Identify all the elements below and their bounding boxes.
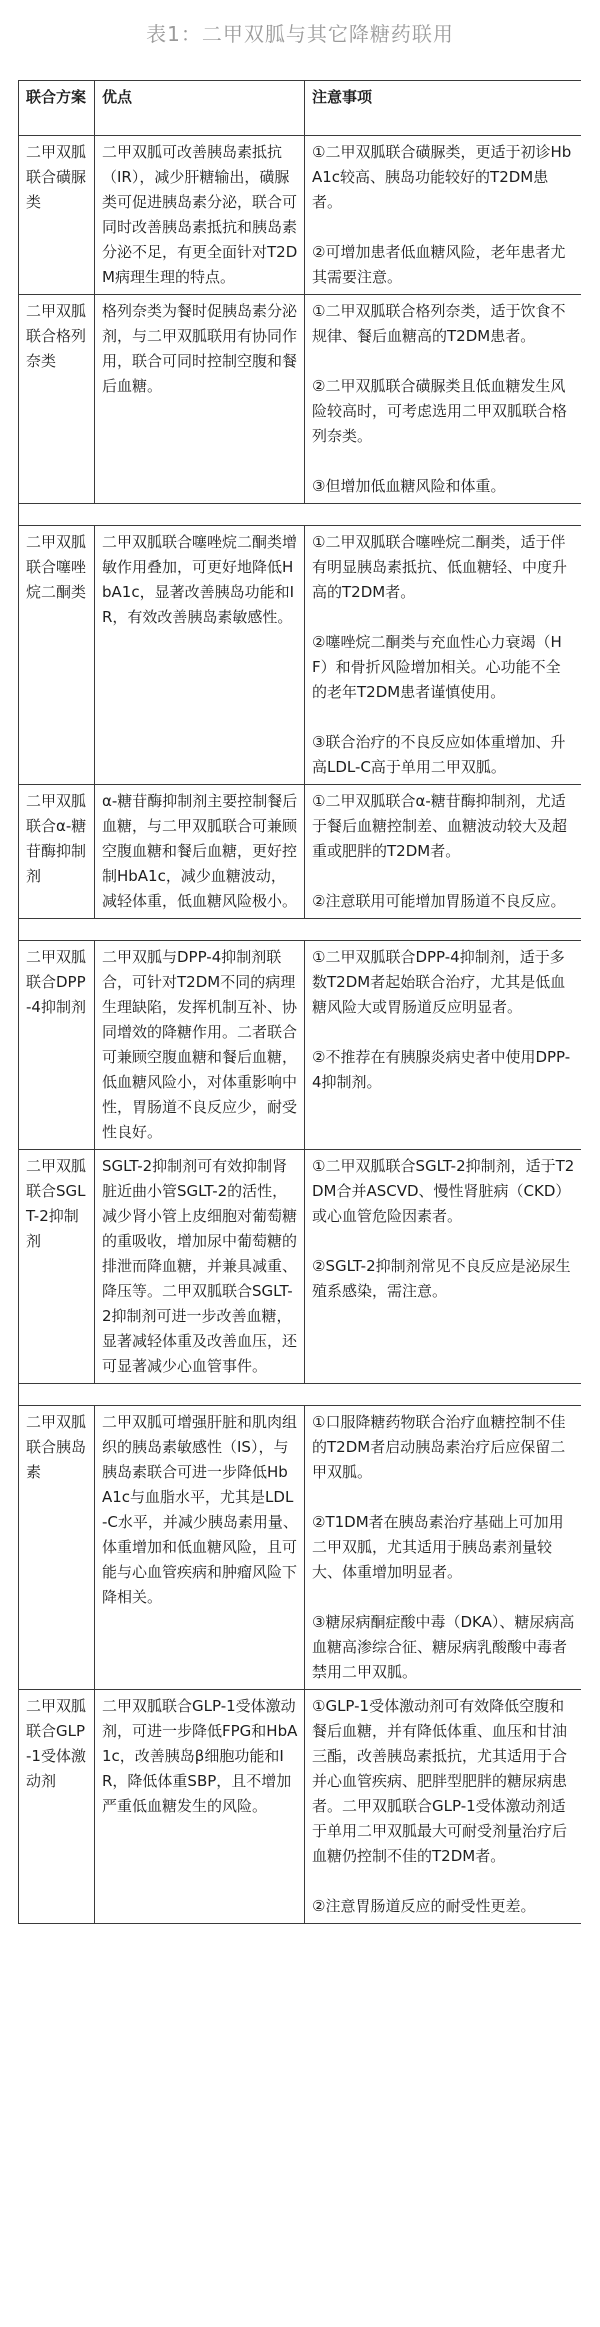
combination-table	[18, 80, 581, 1924]
note-item: ③联合治疗的不良反应如体重增加、升高LDL-C高于单用二甲双胍。	[312, 733, 566, 776]
advantage-cell: 二甲双胍可改善胰岛素抵抗（IR），减少肝糖输出，磺脲类可促进胰岛素分泌，联合可同时改善胰岛素抵抗和胰岛素分泌不足，有更全面针对T2DM病理生理的特点。	[95, 136, 305, 295]
header-notes: 注意事项	[305, 81, 582, 136]
note-item: ①二甲双胍联合磺脲类，更适于初诊HbA1c较高、胰岛功能较好的T2DM患者。	[312, 143, 572, 211]
scheme-cell: 二甲双胍联合噻唑烷二酮类	[19, 526, 95, 785]
notes-cell	[305, 941, 582, 1150]
table-row	[19, 526, 582, 785]
advantage-cell: SGLT-2抑制剂可有效抑制肾脏近曲小管SGLT-2的活性，减少肾小管上皮细胞对葡萄糖的重吸收，增加尿中葡萄糖的排泄而降血糖，并兼具减重、降压等。二甲双胍联合SGLT-2抑制剂可进一步改善血糖，显著减轻体重及改善血压，还可显著减少心血管事件。	[95, 1150, 305, 1384]
table-header-row	[19, 81, 582, 136]
advantage-cell: 格列奈类为餐时促胰岛素分泌剂，与二甲双胍联用有协同作用，联合可同时控制空腹和餐后血糖。	[95, 295, 305, 504]
header-advantage: 优点	[95, 81, 305, 136]
note-item: ②不推荐在有胰腺炎病史者中使用DPP-4抑制剂。	[312, 1048, 571, 1091]
table-row	[19, 941, 582, 1150]
note-item: ②注意胃肠道反应的耐受性更差。	[312, 1897, 536, 1915]
scheme-cell: 二甲双胍联合磺脲类	[19, 136, 95, 295]
note-item: ②二甲双胍联合磺脲类且低血糖发生风险较高时，可考虑选用二甲双胍联合格列奈类。	[312, 377, 568, 445]
notes-cell	[305, 1406, 582, 1690]
gap-cell	[19, 919, 582, 941]
table-row	[19, 1690, 582, 1924]
scheme-cell: 二甲双胍联合格列奈类	[19, 295, 95, 504]
note-item: ①口服降糖药物联合治疗血糖控制不佳的T2DM者启动胰岛素治疗后应保留二甲双胍。	[312, 1413, 566, 1481]
advantage-cell: 二甲双胍与DPP-4抑制剂联合，可针对T2DM不同的病理生理缺陷，发挥机制互补、协同增效的降糖作用。二者联合可兼顾空腹血糖和餐后血糖，低血糖风险小，对体重影响中性，胃肠道不良反应少，耐受性良好。	[95, 941, 305, 1150]
note-item: ③糖尿病酮症酸中毒（DKA）、糖尿病高血糖高渗综合征、糖尿病乳酸酸中毒者禁用二甲双胍。	[312, 1613, 575, 1681]
gap-cell	[19, 504, 582, 526]
note-item: ①二甲双胍联合α-糖苷酶抑制剂，尤适于餐后血糖控制差、血糖波动较大及超重或肥胖的T2DM者。	[312, 792, 568, 860]
note-item: ②噻唑烷二酮类与充血性心力衰竭（HF）和骨折风险增加相关。心功能不全的老年T2DM患者谨慎使用。	[312, 633, 562, 701]
note-item: ①二甲双胍联合格列奈类，适于饮食不规律、餐后血糖高的T2DM患者。	[312, 302, 566, 345]
note-item: ①GLP-1受体激动剂可有效降低空腹和餐后血糖，并有降低体重、血压和甘油三酯，改善胰岛素抵抗，尤其适用于合并心血管疾病、肥胖型肥胖的糖尿病患者。二甲双胍联合GLP-1受体激动剂适于单用二甲双胍最大可耐受剂量治疗后血糖仍控制不佳的T2DM者。	[312, 1697, 568, 1865]
note-item: ①二甲双胍联合SGLT-2抑制剂，适于T2DM合并ASCVD、慢性肾脏病（CKD）或心血管危险因素者。	[312, 1157, 575, 1225]
table-title: 表1：二甲双胍与其它降糖药联用	[146, 22, 454, 46]
note-item: ②SGLT-2抑制剂常见不良反应是泌尿生殖系感染，需注意。	[312, 1257, 571, 1300]
note-item: ①二甲双胍联合DPP-4抑制剂，适于多数T2DM者起始联合治疗，尤其是低血糖风险大或胃肠道反应明显者。	[312, 948, 566, 1016]
advantage-cell: 二甲双胍联合GLP-1受体激动剂，可进一步降低FPG和HbA1c，改善胰岛β细胞功能和IR，降低体重SBP，且不增加严重低血糖发生的风险。	[95, 1690, 305, 1924]
gap-cell	[19, 1384, 582, 1406]
header-scheme: 联合方案	[19, 81, 95, 136]
note-item: ③但增加低血糖风险和体重。	[312, 477, 506, 495]
note-item: ②可增加患者低血糖风险，老年患者尤其需要注意。	[312, 243, 566, 286]
scheme-cell: 二甲双胍联合α-糖苷酶抑制剂	[19, 785, 95, 919]
scheme-cell: 二甲双胍联合SGLT-2抑制剂	[19, 1150, 95, 1384]
note-item: ②T1DM者在胰岛素治疗基础上可加用二甲双胍，尤其适用于胰岛素剂量较大、体重增加明显者。	[312, 1513, 564, 1581]
advantage-cell: α-糖苷酶抑制剂主要控制餐后血糖，与二甲双胍联合可兼顾空腹血糖和餐后血糖，更好控制HbA1c，减少血糖波动，减轻体重，低血糖风险极小。	[95, 785, 305, 919]
table-row	[19, 295, 582, 504]
note-item: ①二甲双胍联合噻唑烷二酮类，适于伴有明显胰岛素抵抗、低血糖轻、中度升高的T2DM者。	[312, 533, 568, 601]
notes-cell	[305, 1690, 582, 1924]
scheme-cell: 二甲双胍联合胰岛素	[19, 1406, 95, 1690]
advantage-cell: 二甲双胍联合噻唑烷二酮类增敏作用叠加，可更好地降低HbA1c，显著改善胰岛功能和IR，有效改善胰岛素敏感性。	[95, 526, 305, 785]
row-gap	[19, 919, 582, 941]
table-row	[19, 785, 582, 919]
table-frame	[18, 80, 581, 1924]
row-gap	[19, 1384, 582, 1406]
scheme-cell: 二甲双胍联合GLP-1受体激动剂	[19, 1690, 95, 1924]
notes-cell	[305, 136, 582, 295]
note-item: ②注意联用可能增加胃肠道不良反应。	[312, 892, 566, 910]
notes-cell	[305, 785, 582, 919]
scheme-cell: 二甲双胍联合DPP-4抑制剂	[19, 941, 95, 1150]
advantage-cell: 二甲双胍可增强肝脏和肌肉组织的胰岛素敏感性（IS），与胰岛素联合可进一步降低HbA1c与血脂水平，尤其是LDL-C水平，并减少胰岛素用量、体重增加和低血糖风险，且可能与心血管疾病和肿瘤风险下降相关。	[95, 1406, 305, 1690]
notes-cell	[305, 1150, 582, 1384]
notes-cell	[305, 295, 582, 504]
table-row	[19, 1406, 582, 1690]
notes-cell	[305, 526, 582, 785]
table-row	[19, 1150, 582, 1384]
row-gap	[19, 504, 582, 526]
table-row	[19, 136, 582, 295]
